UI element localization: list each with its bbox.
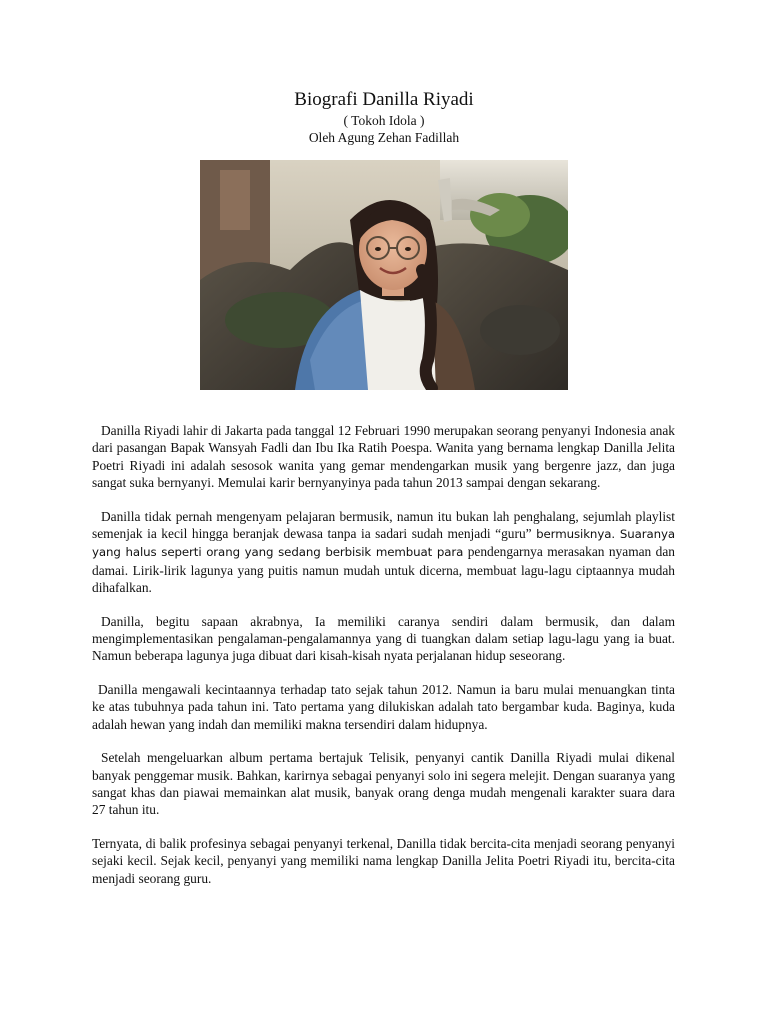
page-title: Biografi Danilla Riyadi <box>294 89 474 110</box>
paragraph-1: Danilla Riyadi lahir di Jakarta pada tanggal 12 Februari 1990 merupakan seorang penyanyi Indonesia anak dari pasangan Bapak Wansyah Fadli dan Ibu Ika Ratih Poespa. Wanita yang bernama lengkap Danilla Jelita Poetri Riyadi ini adalah sesosok wanita yang gemar mendengarkan musik yang bergenre jazz, dan juga sangat suka bernyanyi. Memulai karir bernyanyinya pada tahun 2013 sampai dengan sekarang. <box>92 423 675 491</box>
portrait-photo <box>200 160 568 390</box>
author-line: Oleh Agung Zehan Fadillah <box>308 130 460 145</box>
title-block <box>0 88 768 146</box>
paragraph-6: Ternyata, di balik profesinya sebagai penyanyi terkenal, Danilla tidak bercita-cita menjadi seorang penyanyi sejaki kecil. Sejak kecil, penyanyi yang memiliki nama lengkap Danilla Jelita Poetri Riyadi itu, bercita-cita menjadi seorang guru. <box>92 835 675 886</box>
paragraph-2-part-a: Danilla tidak pernah mengenyam pelajaran bermusik, namun itu bukan lah penghalang, sejumlah playlist semenjak ia kecil hingga beranjak dewasa tanpa ia sadari sudah menjadi “guru” <box>92 508 675 542</box>
paragraph-5: Setelah mengeluarkan album pertama bertajuk Telisik, penyanyi cantik Danilla Riyadi mulai dikenal banyak penggemar musik. Bahkan, karirnya sebagai penyanyi solo ini segera melejit. Dengan suaranya yang sangat khas dan piawai memainkan alat musik, banyak orang denga mudah mengenali karakter suara dara 27 tahun itu. <box>92 750 675 818</box>
paragraph-4: Danilla mengawali kecintaannya terhadap tato sejak tahun 2012. Namun ia baru mulai menuangkan tinta ke atas tubuhnya pada tahun ini. Tato pertama yang dilukiskan adalah tato bergambar kuda. Baginya, kuda adalah hewan yang indah dan memiliki makna tersendiri dalam hidupnya. <box>92 681 675 732</box>
paragraph-2-part-c: pendengarnya merasakan nyaman dan damai. Lirik-lirik lagunya yang puitis namun mudah untuk dicerna, membuat lagu-lagu ciptaannya mudah dihafalkan. <box>92 544 675 596</box>
paragraph-2-part-b: bermusiknya. Suaranya yang halus seperti orang yang sedang berbisik membuat para <box>92 527 675 560</box>
paragraph-2 <box>92 508 675 597</box>
paragraph-3: Danilla, begitu sapaan akrabnya, Ia memiliki caranya sendiri dalam bermusik, dan dalam mengimplementasikan pengalaman-pengalamannya yang di tuangkan dalam setiap lagu-lagu yang ia buat. Namun beberapa lagunya juga dibuat dari kisah-kisah nyata perjalanan hidup seseorang. <box>92 613 675 664</box>
portrait-illustration <box>200 160 568 390</box>
page-subtitle: ( Tokoh Idola ) <box>343 113 425 128</box>
article-body <box>92 422 675 903</box>
